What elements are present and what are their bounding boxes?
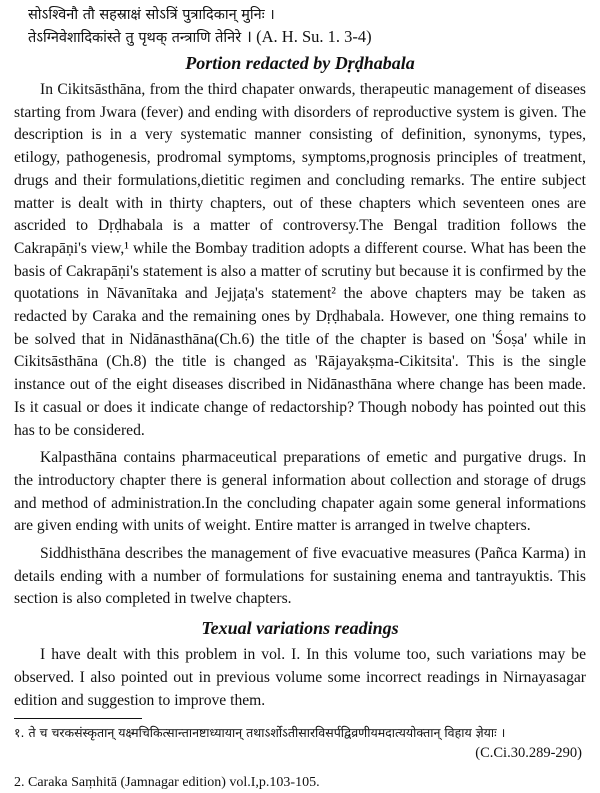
paragraph-cikitsasthana: In Cikitsāsthāna, from the third chapater onwards, therapeutic management of diseases starting from Jwara (fever) and ending with disorders of reproductive system is given. The description is in a very systematic manner consisting of definition, synonyms, types, etilogy, pathogenesis, prodromal symptoms, symptoms,prognosis principles of treatment, drugs and their formulations,dietitic regimen and concluding remarks. The entire subject matter is dealt with in thirty chapters, out of these chapters which seventeen ones are ascrided to Dṛḍhabala is a matter of controversy.The Bengal tradition follows the Cakrapāṇi's view,¹ while the Bombay tradition adopts a different course. What has been the basis of Cakrapāṇi's statement is also a matter of scrutiny but because it is confirmed by the quotations in Nāvanītaka and Jejjaṭa's statement² the above chapters may be taken as redacted by Caraka and the remaining ones by Dṛḍhabala. However, one thing remains to be solved that in Nidānasthāna(Ch.6) the title of the chapter is based on 'Śoṣa' while in Cikitsāsthāna (Ch.8) the title is changed as 'Rājayakṣma-Cikitsita'. This is the single instance out of the eight diseases discribed in Nidānasthāna where change has been made. Is it casual or does it indicate change of redactorship? Though nobody has pointed out this has to be considered. [14, 81, 586, 439]
verse-line-2-row [28, 26, 586, 49]
footnote-1-reference: (C.Ci.30.289-290) [475, 745, 582, 762]
verse-line-1: सोऽश्विनौ तौ सहस्राक्षं सोऽत्रिं पुत्रादिकान् मुनिः । [28, 7, 275, 23]
footnote-2: 2. Caraka Saṃhitā (Jamnagar edition) vol.I,p.103-105. [14, 775, 320, 791]
section-heading-redacted: Portion redacted by Dṛḍhabala [185, 53, 415, 73]
footnote-divider [14, 718, 142, 719]
footnote-1: १. ते च चरकसंस्कृतान् यक्ष्मचिकित्सान्तानष्टाध्यायान् तथाऽर्शोऽतीसारविसर्पद्विव्रणीयमदात्ययोक्तान् विहाय ज्ञेयाः । [14, 725, 506, 741]
verse-reference: । (A. H. Su. 1. 3-4) [245, 27, 372, 46]
section-heading-variations: Texual variations readings [201, 618, 399, 639]
sanskrit-verse [28, 4, 586, 49]
paragraph-kalpasthana: Kalpasthāna contains pharmaceutical preparations of emetic and purgative drugs. In the introductory chapter there is general information about collection and storage of drugs and method of administration.In the concluding chapater again some general informations are given ending with units of weight. Entire matter is arranged in twelve chapters. [14, 449, 586, 535]
paragraph-siddhisthana: Siddhisthāna describes the management of five evacuative measures (Pañca Karma) in details ending with a number of formulations for sustaining enema and tantrayuktis. This section is also completed in twelve chapters. [14, 545, 586, 608]
paragraph-variations: I have dealt with this problem in vol. I. In this volume too, such variations may be observed. I also pointed out in previous volume some incorrect readings in Nirnayasagar edition and suggestion to improve them. [14, 646, 586, 709]
verse-line-2: तेऽग्निवेशादिकांस्ते तु पृथक् तन्त्राणि तेनिरे [28, 30, 242, 46]
